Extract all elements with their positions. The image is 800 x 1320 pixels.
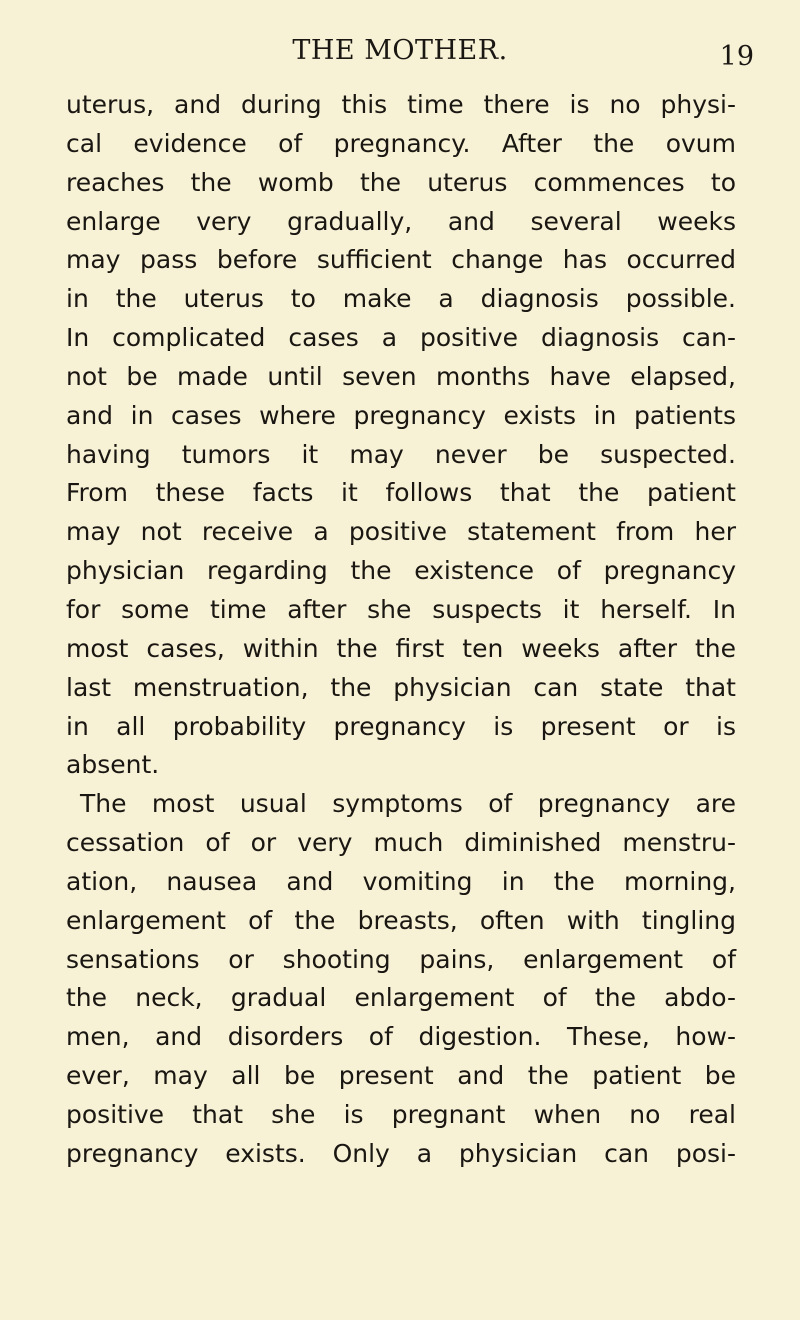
page-title: THE MOTHER.: [292, 35, 508, 66]
paragraph-end-line: absent.: [66, 750, 160, 780]
text-line: reaches the womb the uterus commences to: [66, 167, 736, 197]
text-line: From these facts it follows that the patient: [66, 478, 736, 508]
body-text: [66, 86, 736, 1174]
text-line: and in cases where pregnancy exists in patients: [66, 400, 736, 430]
text-line: in all probability pregnancy is present or is: [66, 711, 736, 741]
text-line: having tumors it may never be suspected.: [66, 439, 736, 469]
text-line: In complicated cases a positive diagnosis can-: [66, 323, 736, 353]
text-line: enlarge very gradually, and several weeks: [66, 206, 736, 236]
text-line: may pass before sufficient change has occurred: [66, 245, 736, 275]
page-number: 19: [719, 41, 754, 72]
paragraph-start-line: The most usual symptoms of pregnancy are: [80, 789, 736, 819]
text-line: not be made until seven months have elapsed,: [66, 361, 736, 391]
text-line: uterus, and during this time there is no physi-: [66, 90, 736, 119]
text-line: last menstruation, the physician can state that: [66, 672, 736, 702]
text-line: cessation of or very much diminished menstru-: [66, 828, 736, 858]
text-line: may not receive a positive statement from her: [66, 517, 736, 547]
text-line: for some time after she suspects it herself. In: [66, 594, 736, 624]
text-line: pregnancy exists. Only a physician can posi-: [66, 1138, 736, 1168]
text-line: in the uterus to make a diagnosis possible.: [66, 284, 736, 314]
text-line: sensations or shooting pains, enlargement of: [66, 944, 736, 974]
text-line: physician regarding the existence of pregnancy: [66, 556, 736, 586]
text-line: ation, nausea and vomiting in the morning,: [66, 866, 736, 896]
text-line: most cases, within the first ten weeks after the: [66, 633, 736, 663]
running-head: [0, 33, 800, 72]
text-line: men, and disorders of digestion. These, how-: [66, 1022, 736, 1052]
text-line: ever, may all be present and the patient be: [66, 1061, 736, 1091]
text-line: enlargement of the breasts, often with tingling: [66, 905, 736, 935]
text-line: cal evidence of pregnancy. After the ovum: [66, 128, 736, 158]
text-line: positive that she is pregnant when no real: [66, 1099, 736, 1129]
text-line: the neck, gradual enlargement of the abdo-: [66, 983, 736, 1013]
